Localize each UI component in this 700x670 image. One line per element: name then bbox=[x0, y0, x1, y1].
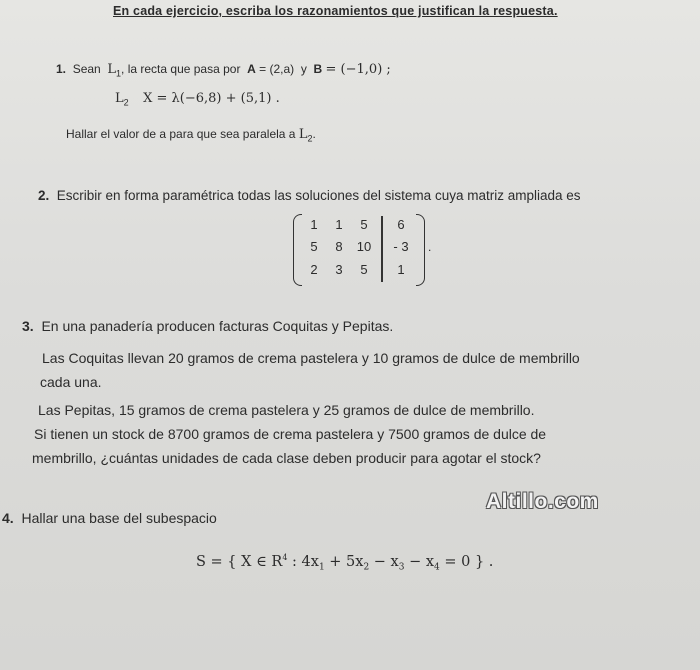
matrix-cell: 8 bbox=[335, 239, 343, 254]
term-5x2: + 5x bbox=[324, 553, 364, 570]
exercise-3-line-3: cada una. bbox=[40, 374, 102, 390]
matrix-cell: 1 bbox=[397, 262, 405, 277]
text-sean: Sean bbox=[72, 62, 101, 76]
line-l2-equation: X = λ(−6,8) + (5,1) . bbox=[143, 91, 280, 106]
exercise-3-line-2: Las Coquitas llevan 20 gramos de crema pastelera y 10 gramos de dulce de membrillo bbox=[42, 350, 580, 366]
exercise-4-text: Hallar una base del subespacio bbox=[21, 510, 217, 526]
term-x3: − x bbox=[369, 553, 399, 570]
subspace-open: S = { X ∈ R bbox=[196, 553, 283, 570]
matrix-cell: 3 bbox=[335, 262, 343, 277]
text-y: y bbox=[300, 62, 307, 76]
matrix-cell: 6 bbox=[397, 217, 405, 232]
exercise-3-line-1 bbox=[22, 318, 393, 334]
subspace-definition bbox=[196, 553, 493, 573]
line-l2-symbol: L bbox=[115, 91, 124, 106]
point-a-label: A bbox=[247, 62, 256, 76]
exercise-1-line-2 bbox=[115, 90, 280, 108]
term-x4: − x bbox=[404, 553, 435, 570]
exercise-3-line-4: Las Pepitas, 15 gramos de crema pastelera y 25 gramos de dulce de membrillo. bbox=[38, 402, 535, 418]
matrix-cell: 2 bbox=[310, 262, 318, 277]
matrix-cell: 5 bbox=[310, 239, 318, 254]
instructions-header: En cada ejercicio, escriba los razonamientos que justifican la respuesta. bbox=[113, 4, 558, 18]
point-b-label: B bbox=[313, 62, 323, 76]
point-a-value: = (2,a) bbox=[259, 62, 295, 76]
subscript-4: 4 bbox=[434, 562, 440, 573]
subscript-3: 3 bbox=[398, 562, 405, 573]
matrix-augment-bar bbox=[381, 216, 383, 282]
matrix-cell: 5 bbox=[360, 262, 368, 277]
exercise-2-text: Escribir en forma paramétrica todas las soluciones del sistema cuya matriz ampliada es bbox=[56, 188, 581, 203]
text-recta: , la recta que pasa por bbox=[121, 62, 241, 76]
question-l2-symbol: L bbox=[298, 127, 308, 142]
line-l2-subscript: 2 bbox=[123, 97, 129, 108]
exercise-1-question-text: Hallar el valor de a para que sea paralela a bbox=[66, 127, 296, 141]
subspace-close: = 0 } . bbox=[439, 553, 494, 570]
line-l1-subscript: 1 bbox=[116, 68, 122, 79]
exercise-3-line-6: membrillo, ¿cuántas unidades de cada clase deben producir para agotar el stock? bbox=[32, 450, 541, 466]
exercise-3-line-5: Si tienen un stock de 8700 gramos de crema pastelera y 7500 gramos de dulce de bbox=[34, 426, 547, 442]
exercise-1-line-1 bbox=[56, 62, 391, 78]
exercise-2-statement bbox=[38, 188, 581, 203]
point-b-value: = (−1,0) ; bbox=[325, 62, 391, 77]
exercise-1-question bbox=[66, 127, 316, 143]
exercise-3-number: 3. bbox=[22, 318, 34, 334]
matrix-cell: 1 bbox=[335, 217, 343, 232]
exercise-4-number: 4. bbox=[2, 510, 14, 526]
exercise-3-line-1-text: En una panadería producen facturas Coquitas y Pepitas. bbox=[41, 318, 394, 334]
augmented-matrix bbox=[293, 214, 425, 286]
subscript-1: 1 bbox=[318, 562, 325, 573]
exercise-1-number: 1. bbox=[56, 62, 67, 76]
term-4x1: : 4x bbox=[287, 553, 319, 570]
matrix-cell: 1 bbox=[310, 217, 318, 232]
matrix-cell: - 3 bbox=[393, 239, 409, 254]
exercise-2-number: 2. bbox=[38, 188, 50, 203]
question-l2-subscript: 2 bbox=[307, 133, 313, 144]
exercise-4-statement bbox=[2, 510, 217, 526]
matrix-cell: 10 bbox=[356, 239, 372, 254]
matrix-right-bracket bbox=[416, 214, 425, 286]
question-end: . bbox=[312, 127, 316, 141]
dimension-superscript: 4 bbox=[282, 553, 288, 562]
matrix-end-period: . bbox=[428, 240, 432, 254]
matrix-cell: 5 bbox=[360, 217, 368, 232]
watermark-logo: Altillo.com bbox=[486, 490, 599, 513]
line-l1-symbol: L bbox=[107, 62, 117, 77]
subscript-2: 2 bbox=[363, 562, 370, 573]
